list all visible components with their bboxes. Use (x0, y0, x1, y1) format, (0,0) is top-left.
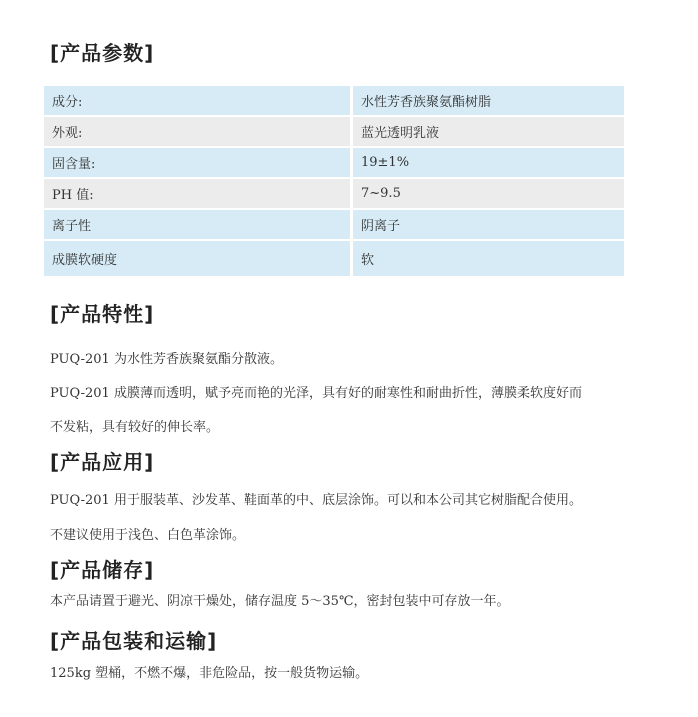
table-row (44, 117, 624, 146)
param-value: 阴离子 (353, 210, 624, 239)
param-key: 固含量: (44, 148, 353, 177)
param-value: 水性芳香族聚氨酯树脂 (353, 86, 624, 115)
params-table (44, 84, 624, 278)
packaging-heading: [产品包装和运输] (50, 629, 218, 653)
param-key: 离子性 (44, 210, 353, 239)
storage-heading: [产品储存] (50, 558, 155, 582)
param-key: 外观: (44, 117, 353, 146)
param-key: 成分: (44, 86, 353, 115)
features-heading: [产品特性] (50, 302, 155, 326)
packaging-text: 125kg 塑桶，不燃不爆，非危险品，按一般货物运输。 (50, 666, 369, 681)
application-line: 不建议使用于浅色、白色革涂饰。 (50, 528, 246, 543)
table-row (44, 148, 624, 177)
param-value: 7~9.5 (353, 179, 624, 208)
application-line: PUQ-201 用于服装革、沙发革、鞋面革的中、底层涂饰。可以和本公司其它树脂配合使用。 (50, 493, 582, 508)
table-row (44, 210, 624, 239)
param-value: 蓝光透明乳液 (353, 117, 624, 146)
param-value: 19±1% (353, 148, 624, 177)
params-heading: [产品参数] (50, 41, 155, 65)
features-line: PUQ-201 为水性芳香族聚氨酯分散液。 (50, 352, 283, 367)
features-line: PUQ-201 成膜薄而透明，赋予亮而艳的光泽，具有好的耐寒性和耐曲折性，薄膜柔软度好而 (50, 386, 582, 401)
application-heading: [产品应用] (50, 450, 155, 474)
table-row (44, 86, 624, 115)
table-row (44, 241, 624, 276)
table-row (44, 179, 624, 208)
param-key: PH 值: (44, 179, 353, 208)
storage-text: 本产品请置于避光、阴凉干燥处，储存温度 5～35℃，密封包装中可存放一年。 (50, 594, 510, 609)
param-value: 软 (353, 241, 624, 276)
features-line: 不发粘，具有较好的伸长率。 (50, 420, 220, 435)
param-key: 成膜软硬度 (44, 241, 353, 276)
